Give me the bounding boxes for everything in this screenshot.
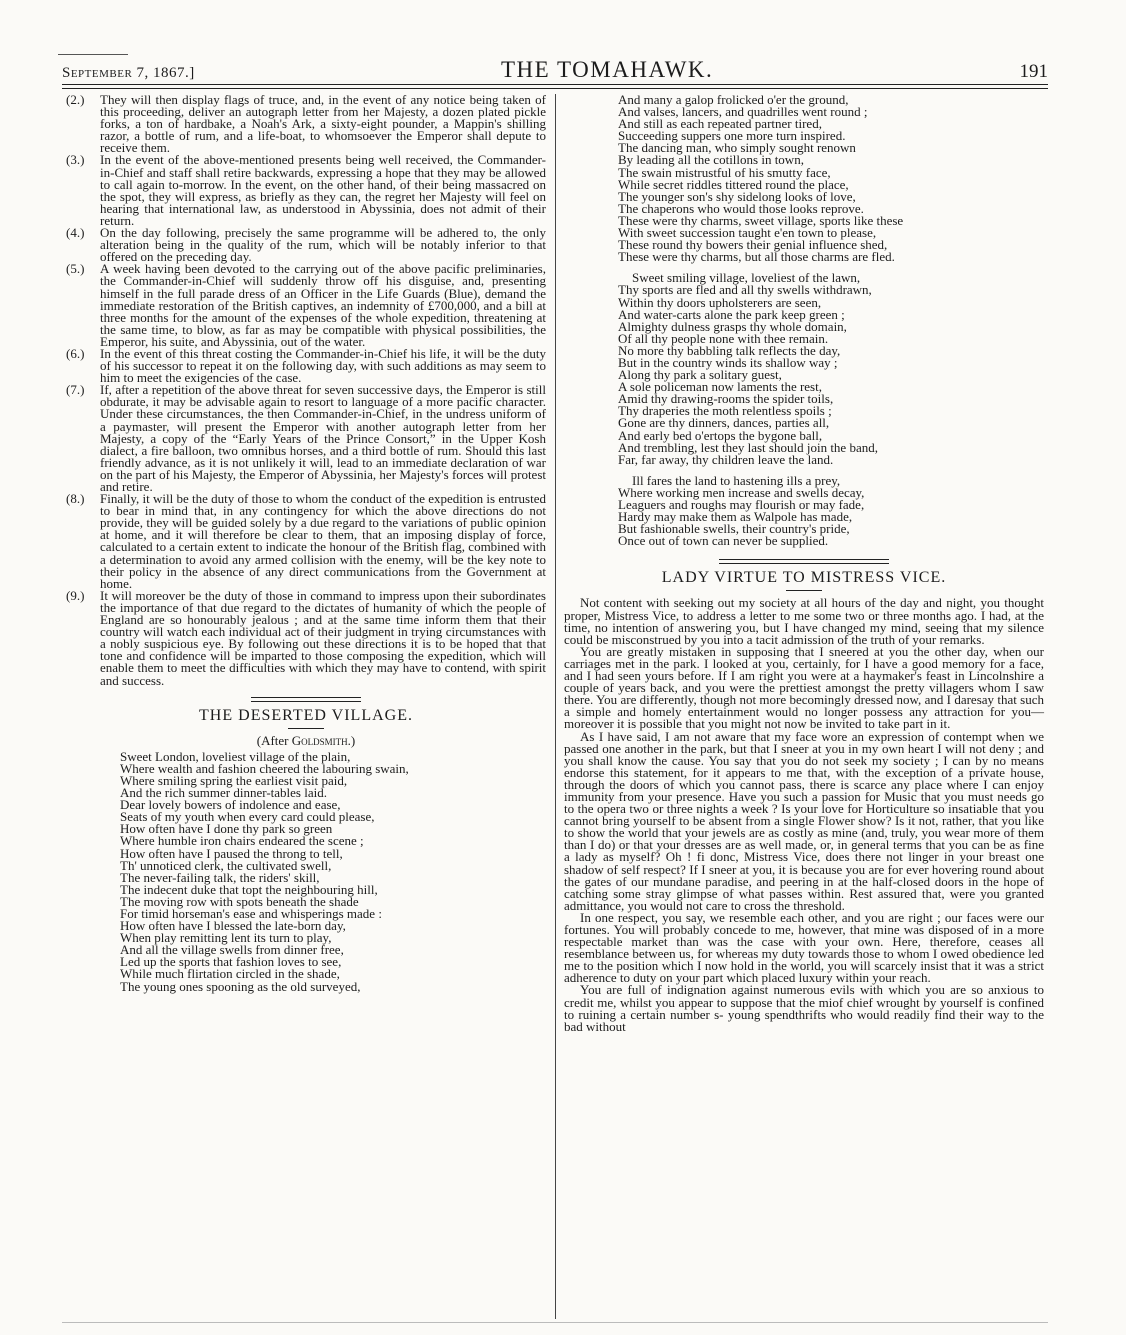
poem-line: Hardy may make them as Walpole has made, [618, 509, 853, 525]
poem-line: These round thy bowers their genial influence shed, [618, 237, 888, 253]
direction-number: (5.) [66, 261, 85, 277]
poem-line: How often have I blessed the late-born day, [120, 918, 346, 934]
direction-number: (3.) [66, 152, 85, 168]
title-underline [786, 590, 822, 591]
direction-text: A week having been devoted to the carrying out of the above pacific preliminaries, the Commander-in-Chief will suddenly throw off his disguise, and, presenting himself in the full parade dress of an Officer in the Life Guards (Blue), demand the immediate restoration of the British captives, an indemnity of £700,000, and a bill at three months for the amount of the expenses of the whole expedition, threatening at the same time, to blow, as far as may be compatible with physical possibilities, the Emperor, his suite, and Abyssinia, out of the water. [100, 261, 546, 349]
letter-paragraph: Not content with seeking out my society at all hours of the day and night, you thought proper, Mistress Vice, to address a letter to me some two or three months ago. I had, at the time, no intention of answering you, but I have changed my mind, seeing that my silence could be misconstrued by you into a tacit admission of the truth of your remarks. [564, 595, 1044, 647]
poem-line: The chaperons who would those looks reprove. [618, 200, 864, 216]
poem-line: Where smiling spring the earliest visit paid, [120, 772, 348, 788]
direction-text: Finally, it will be the duty of those to whom the conduct of the expedition is entrusted to bear in mind that, in any contingency for which the above directions do not provide, they will be guided solely by a due regard to the variations of public opinion at home, and it will therefore be clear to them, that an imposing display of force, calculated to a certain extent to indicate the honour of the British flag, combined with a determination to avoid any armed collision with the enemy, will be the key note to their policy in the absence of any direct communications from the Government at home. [100, 491, 546, 591]
poem-line: And still as each repeated partner tired, [618, 116, 822, 132]
poem-line: Ill fares the land to hastening ills a prey, [632, 472, 841, 488]
issue-date: September 7, 1867.] [62, 65, 195, 81]
poem-line: And valses, lancers, and quadrilles went round ; [618, 104, 868, 120]
direction-number: (7.) [66, 382, 85, 398]
poem-line: And all the village swells from dinner free, [120, 942, 344, 958]
poem-line: How often have I done thy park so green [120, 821, 333, 837]
poem-line: But in the country winds its shallow way ; [618, 354, 838, 370]
poem-line: And the rich summer dinner-tables laid. [120, 785, 327, 801]
page-header [62, 57, 1048, 83]
poem-line: Once out of town can never be supplied. [618, 533, 829, 549]
poem-line: While much flirtation circled in the shade, [120, 966, 340, 982]
corner-rule [58, 54, 128, 55]
direction-text: It will moreover be the duty of those in command to impress upon their subordinates the importance of that due regard to the dictates of humanity of which the people of England are so honourably jealous ; and at the same time inform them that their country will watch each individual act of their judgment in trying circumstances with a nobly suspicious eye. By following out these directions it is to be hoped that that tone and confidence will be imparted to those composing the expedition, which will enable them to meet the difficulties with which they may have to contend, with spirit and success. [100, 587, 546, 688]
letter-paragraph: You are full of indignation against numerous evils with which you are so anxious to credit me, whilst you appear to suppose that the miof chief wrought by yourself is confined to ruining a certain number s- young spendthrifts who would readily find their way to the bad without [564, 982, 1044, 1034]
poem-stanza-3 [564, 472, 1044, 549]
lady-virtue-title: LADY VIRTUE TO MISTRESS VICE. [661, 569, 947, 587]
poem-line: The indecent duke that topt the neighbouring hill, [120, 881, 378, 897]
poem-line: By leading all the cotillons in town, [618, 152, 804, 168]
poem-line: And early bed o'ertops the bygone ball, [618, 427, 823, 443]
poem-line: Thy sports are fled and all thy swells withdrawn, [618, 282, 872, 298]
poem-line: No more thy babbling talk reflects the day, [618, 342, 841, 358]
page-number: 191 [1019, 61, 1048, 82]
poem-line: And water-carts alone the park keep green ; [618, 306, 845, 322]
poem-line: Far, far away, thy children leave the land. [618, 451, 834, 467]
direction-item [66, 345, 546, 386]
poem-line: A sole policeman now laments the rest, [618, 379, 822, 395]
left-column [66, 94, 546, 993]
right-column [564, 94, 1044, 1033]
direction-text: They will then display flags of truce, and, in the event of any notice being taken of this proceeding, deliver an autograph letter from her Majesty, a dozen plated pickle forks, a ton of hardbake, a Noah's Ark, a sixty-eight pounder, a Mappin's shilling razor, a bottle of rum, and a life-boat, to whomsoever the Emperor shall depute to receive them. [100, 92, 546, 156]
poem-line: These were thy charms, sweet village, sports like these [618, 212, 904, 228]
direction-number: (6.) [66, 345, 85, 361]
poem-line: Led up the sports that fashion loves to see, [120, 954, 342, 970]
poem-line: Succeeding suppers one more turn inspired. [618, 128, 846, 144]
direction-item [66, 227, 546, 263]
poem-line: Dear lovely bowers of indolence and ease, [120, 797, 341, 813]
poem-line: But fashionable swells, their country's pride, [618, 521, 850, 537]
poem-line: Amid thy drawing-rooms the spider toils, [618, 391, 834, 407]
direction-item [66, 493, 546, 590]
direction-number: (8.) [66, 491, 85, 507]
direction-item [66, 384, 546, 493]
direction-text: In the event of the above-mentioned presents being well received, the Commander-in-Chief and staff shall retire backwards, expressing a hope that they may be allowed to call again to-morrow. In the event, on the other hand, of their being massacred on the spot, they will express, as briefly as they can, the regret her Majesty will feel on hearing that international law, as understood in Abyssinia, does not admit of their return. [100, 152, 546, 228]
deserted-village-title: THE DESERTED VILLAGE. [199, 706, 413, 724]
subtitle-prefix: (After [256, 732, 292, 748]
direction-number: (9.) [66, 587, 85, 603]
numbered-directions [66, 94, 546, 687]
direction-text: In the event of this threat costing the Commander-in-Chief his life, it will be the duty of his successor to repeat it on the following day, with such additions as may seem to him to meet the exigencies of the case. [100, 345, 546, 386]
direction-item [66, 263, 546, 348]
direction-number: (4.) [66, 225, 85, 241]
direction-item [66, 154, 546, 227]
poem-line: With sweet succession taught e'en town to please, [618, 225, 877, 241]
poem-line: The young ones spooning as the old surveyed, [120, 978, 361, 994]
subtitle-author: Goldsmith. [291, 732, 351, 748]
poem-line: Thy draperies the moth relentless spoils ; [618, 403, 832, 419]
poem-stanza-1 [564, 94, 1044, 263]
header-rule-bottom [62, 88, 1048, 89]
lady-virtue-letter [564, 597, 1044, 1032]
poem-line: Seats of my youth when every card could please, [120, 809, 375, 825]
poem-line: Th' unnoticed clerk, the cultivated swell, [120, 857, 332, 873]
direction-item [66, 94, 546, 154]
poem-line: Along thy park a solitary guest, [618, 367, 782, 383]
poem-line: The never-failing talk, the riders' skill, [120, 869, 320, 885]
direction-text: If, after a repetition of the above threat for seven successive days, the Emperor is still obdurate, it may be advisable again to resort to language of a more pacific character. Under these circumstances, the then Commander-in-Chief, in the undress uniform of a paymaster, will present the Emperor with another autograph letter from her Majesty, a copy of the “Early Years of the Prince Consort,” in the Upper Kosh dialect, a fire balloon, two omnibus horses, and a third bottle of rum. Should this last friendly advance, as it is not unlikely it will, lead to an immediate declaration of war on the part of his Majesty, the Emperor of Abyssinia, her Majesty's forces will protest and retire. [100, 382, 546, 494]
section-divider [251, 697, 361, 702]
column-divider [555, 94, 556, 1319]
letter-paragraph: You are greatly mistaken in supposing that I sneered at you the other day, when our carriages met in the park. I looked at you, certainly, for I have a good memory for a face, and I had seen yours before. If I am right you were at a haymaker's feast in Lincolnshire a couple of years back, and you were the prettiest amongst the pretty villagers whom I saw there. You are differently, though not more becomingly dressed now, and I daresay that such a simple and homely entertainment would no longer possess any attraction for you—moreover it is possible that you might not now be invited to take part in it. [564, 643, 1044, 732]
poem-line: Almighty dulness grasps thy whole domain, [618, 318, 847, 334]
letter-paragraph: In one respect, you say, we resemble each other, and you are right ; our faces were our fortunes. You will probably concede to me, however, that mine was disposed of in a more respectable market than was the case with your own. Here, therefore, ceases all resemblance between us, for whereas my duty towards those to whom I owed obedience led me to the position which I now hold in the world, you will scarcely insist that it was a strict adherence to duty on your part which placed luxury within your reach. [564, 909, 1044, 986]
poem-line: While secret riddles tittered round the place, [618, 176, 849, 192]
poem-line: When play remitting lent its turn to play, [120, 930, 332, 946]
direction-item [66, 587, 546, 688]
letter-paragraph: As I have said, I am not aware that my face wore an expression of contempt when we passed one another in the park, but that I sneer at you in my own heart I will not deny ; and you shall know the cause. You say that you do not seek my society ; I can by no means endorse this statement, for it appears to me that, with the exception of a private house, through the doors of which you cannot pass, there is scarce any place where I can enjoy immunity from your presence. Have you such a passion for Music that you must needs go to the opera two or three nights a week ? Is your love for Horticulture so insatiable that you cannot bring yourself to be absent from a single Flower show? Is it not, rather, that you like to show the world that your jewels are as costly as mine (and, truly, you wear more of them than I do) or that your dresses are as well made, or, in general terms that you can be as fine a lady as myself? Oh ! fi donc, Mistress Vice, does there not linger in your breast one shadow of self respect? If I sneer at you, it is because you are for ever hovering round about the gates of our mundane paradise, and peering in at the half-closed doors in the hope of catching some stray glimpse of what passes within. Rest assured that, were you granted admittance, you would not care to cross the threshold. [564, 728, 1044, 913]
poem-line: Gone are thy dinners, dances, parties all, [618, 415, 830, 431]
poem-stanza-2 [564, 272, 1044, 466]
poem-line: And trembling, lest they last should join the band, [618, 439, 878, 455]
poem-line: The moving row with spots beneath the shade [120, 893, 359, 909]
poem-line: How often have I paused the throng to tell, [120, 845, 343, 861]
poem-line: And many a galop frolicked o'er the ground, [618, 92, 849, 107]
masthead: THE TOMAHAWK. [501, 57, 714, 82]
poem-line: Sweet London, loveliest village of the plain, [120, 748, 351, 764]
direction-number: (2.) [66, 92, 85, 107]
deserted-village-poem [66, 748, 546, 994]
subtitle-suffix: ) [350, 732, 356, 748]
poem-line: Where wealth and fashion cheered the labouring swain, [120, 760, 409, 776]
poem-line: The dancing man, who simply sought renown [618, 140, 856, 156]
poem-line: These were thy charms, but all those charms are fled. [618, 249, 895, 265]
title-underline [288, 728, 324, 729]
poem-line: Where working men increase and swells decay, [618, 484, 865, 500]
poem-line: For timid horseman's ease and whisperings made : [120, 906, 382, 921]
section-divider [719, 559, 889, 564]
poem-line: Of all thy people none with thee remain. [618, 330, 829, 346]
poem-line: Within thy doors upholsterers are seen, [618, 294, 822, 310]
header-rule-top [62, 84, 1048, 85]
poem-line: Sweet smiling village, loveliest of the lawn, [632, 270, 861, 286]
poem-line: Where humble iron chairs endeared the scene ; [120, 833, 364, 849]
footer-rule [62, 1322, 1048, 1323]
poem-line: The younger son's shy sidelong looks of love, [618, 188, 856, 204]
poem-line: Leaguers and roughs may flourish or may fade, [618, 497, 865, 512]
deserted-village-subtitle [66, 732, 546, 748]
poem-line: The swain mistrustful of his smutty face, [618, 164, 831, 180]
direction-text: On the day following, precisely the same programme will be adhered to, the only alteration being in the quality of the rum, which will be notably inferior to that offered on the preceding day. [100, 225, 546, 265]
